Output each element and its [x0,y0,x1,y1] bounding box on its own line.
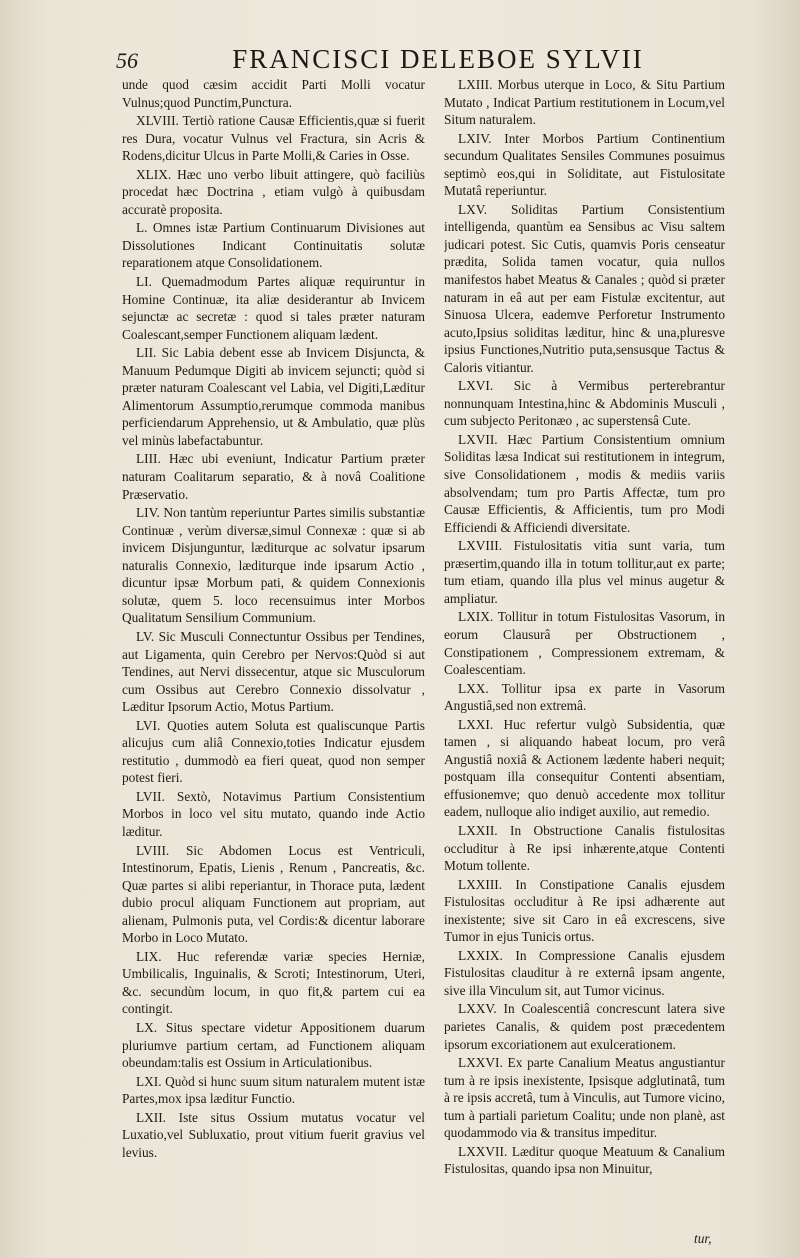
paragraph: LXXIII. In Constipatione Canalis ejusdem Fistulositas occluditur à Re ipsi adhærente aut inexistente; sive sit Caro in eâ excrescens, sive Tumor in ejus Tunicis ortus. [444,876,725,945]
paragraph: LV. Sic Musculi Connectuntur Ossibus per Tendines, aut Ligamenta, quin Cerebro per Nervos:Quòd si aut Tendines, aut Nervi dissecentur, atque sic Musculorum cum Ossibus aut Cerebro Connexio dissolvatur , Læditur Ipsorum Actio, Motus Partium. [122,628,425,715]
paragraph: LX. Situs spectare videtur Appositionem duarum pluriumve partium certam, ad Functionem aliquam obeundam:talis est Ossium in Articulationibus. [122,1019,425,1071]
paragraph: LXVIII. Fistulositatis vitia sunt varia, tum præsertim,quando illa in totum tollitur,aut ex parte; tum etiam, quando illa plus vel minus augetur & ampliatur. [444,538,725,606]
paragraph: L. Omnes istæ Partium Continuarum Divisiones aut Dissolutiones Indicant Continuitatis solutæ reparationem atque Consolidationem. [122,220,425,271]
paragraph: LXXIX. In Compressione Canalis ejusdem Fistulositas clauditur à re externâ ipsam angente, sive illa Vinculum sit, aut Tumor vicinus. [444,947,725,998]
paragraph: LXXVII. Læditur quoque Meatuum & Canalium Fistulositas, quando ipsa non Minuitur, [444,1143,725,1177]
paragraph: LXIX. Tollitur in totum Fistulositas Vasorum, in eorum Clausurâ per Obstructionem , Constipationem , Compressionem extremam, & Coalescentiam. [444,609,725,678]
page-number: 56 [116,48,138,73]
text-column-left [122,76,425,1246]
paragraph: LXVII. Hæc Partium Consistentium omnium Soliditas læsa Indicat sui restitutionem in integrum, sive Consolidationem , modis & mediis variis absolvendam; tum pro Partis Affectæ, tum pro Causæ Efficientis, & Afficientis, tum pro Modi Efficiendi & Afficiendi diversitate. [444,431,725,535]
text-column-right [444,76,725,1246]
paragraph: LXXII. In Obstructione Canalis fistulositas occluditur à Re ipsi inhærente,atque Contenti Motum tollente. [444,822,725,874]
paragraph: LIV. Non tantùm reperiuntur Partes similis substantiæ Continuæ , verùm diversæ,simul Connexæ : quæ si ab invicem Disjunguntur, læditurque ac solvatur ipsarum naturalis Connexio, læditurque inde ipsarum Actio , dicuntur ipsæ Morbum pati, & quidem Connexionis solutæ, quem 5. loco recensuimus inter Morbos Qualitatum Sensilium Communium. [122,505,425,626]
paragraph: LVI. Quoties autem Soluta est qualiscunque Partis alicujus cum aliâ Connexio,toties Indicatur ejusdem restitutio , dummodò ea fieri queat, quod non semper potest fieri. [122,717,425,786]
paragraph: unde quod cæsim accidit Parti Molli vocatur Vulnus;quod Punctim,Punctura. [122,77,425,110]
page-header [0,44,800,74]
paragraph: LVII. Sextò, Notavimus Partium Consistentium Morbos in loco vel situ mutato, quando inde Actio læditur. [122,788,425,839]
paragraph: LIII. Hæc ubi eveniunt, Indicatur Partium præter naturam Coalitarum separatio, & à novâ Coalitione Præservatio. [122,451,425,502]
paragraph: LXIV. Inter Morbos Partium Continentium secundum Qualitates Sensiles Communes posuimus septimò eos,qui in Soliditate, aut Fistulositate Mutatâ reperiuntur. [444,130,725,199]
paragraph: LXV. Soliditas Partium Consistentium intelligenda, quantùm ea Sensibus ac Visu saltem judicari potest. Sic Cutis, quamvis Poris censeatur prædita, Solida tamen vocatur, quia nullos manifestos habet Meatus & Canales ; quòd si præter naturam in eâ aut per eam Fistulæ excitentur, aut Sinuosa Ulcera, eademve Perforetur Instrumento acuto,Ipsius soliditas læditur, hinc & una,pluresve ipsius Functiones,Nutritio puta,sensusque Tactus & Caloris vitiantur. [444,201,725,375]
paragraph: XLIX. Hæc uno verbo libuit attingere, quò faciliùs procedat hæc Doctrina , etiam vulgò à quibusdam accuratè proposita. [122,166,425,217]
paragraph: LXII. Iste situs Ossium mutatus vocatur vel Luxatio,vel Subluxatio, prout vitium fuerit gravius vel levius. [122,1109,425,1160]
paragraph: LXVI. Sic à Vermibus perterebrantur nonnunquam Intestina,hinc & Abdominis Musculi , cum subjecto Peritonæo , ac superstensâ Cute. [444,378,725,429]
paragraph: LIX. Huc referendæ variæ species Herniæ, Umbilicalis, Inguinalis, & Scroti; Intestinorum, Uteri, &c. secundùm locum, in quo fit,& partem cui ea contingit. [122,948,425,1017]
paragraph: LXXI. Huc refertur vulgò Subsidentia, quæ tamen , si aliquando habeat locum, pro verâ Angustiâ noxiâ & Actionem lædente haberi nequit; postquam illa consequitur Contenti absentiam, effusionemve; quo denuò accedente mox tollitur eadem, nulloque alio indiget auxilio, aut remedio. [444,716,725,820]
paragraph: LII. Sic Labia debent esse ab Invicem Disjuncta, & Manuum Pedumque Digiti ab invicem sejuncti; quòd si præter naturam Coalescant vel Labia, vel Digiti,Læditur Alimentorum Assumptio,rerumque commoda manibus perficiendarum Apprehensio, ut & Ambulatio, quæ plùs vel minùs labefactabuntur. [122,345,425,448]
catchword: tur, [694,1231,712,1246]
paragraph: LI. Quemadmodum Partes aliquæ requiruntur in Homine Continuæ, ita aliæ desiderantur ab Invicem sejunctæ ac secretæ : quod si tales præter naturam Coalescant,semper Functionem aliquam lædent. [122,274,425,342]
paragraph: LXI. Quòd si hunc suum situm naturalem mutent istæ Partes,mox ipsa læditur Functio. [122,1073,425,1107]
paragraph: LXX. Tollitur ipsa ex parte in Vasorum Angustiâ,sed non extremâ. [444,680,725,714]
running-title: FRANCISCI DELEBOE SYLVII [232,44,644,74]
paragraph: LXIII. Morbus uterque in Loco, & Situ Partium Mutato , Indicat Partium restitutionem in Locum,vel Situm naturalem. [444,77,725,128]
paragraph: LVIII. Sic Abdomen Locus est Ventriculi, Intestinorum, Epatis, Lienis , Renum , Pancreatis, &c. Quæ partes si alibi reperiantur, in Thorace puta, lædent dubio procul aliquam Functionem aut propriam, aut alienam, Pulmonis puta, vel Cordis:& dicentur laborare Morbo in Loco Mutato. [122,842,425,946]
paragraph: LXXVI. Ex parte Canalium Meatus angustiantur tum à re ipsis inexistente, Ipsisque adglutinatâ, tum à re ipsis accretâ, tum à Vinculis, aut Tumore vicino, tum à partiali parietum Coalitu; unde non planè, ast quodammodo via & transitus impeditur. [444,1055,725,1141]
paragraph: XLVIII. Tertiò ratione Causæ Efficientis,quæ si fuerit res Dura, vocatur Vulnus vel Fractura, sin Acris & Rodens,dicitur Ulcus in Parte Molli,& Caries in Osse. [122,113,425,164]
paragraph: LXXV. In Coalescentiâ concrescunt latera sive parietes Canalis, & quidem post præcedentem ipsorum excoriationem aut exulcerationem. [444,1001,725,1052]
